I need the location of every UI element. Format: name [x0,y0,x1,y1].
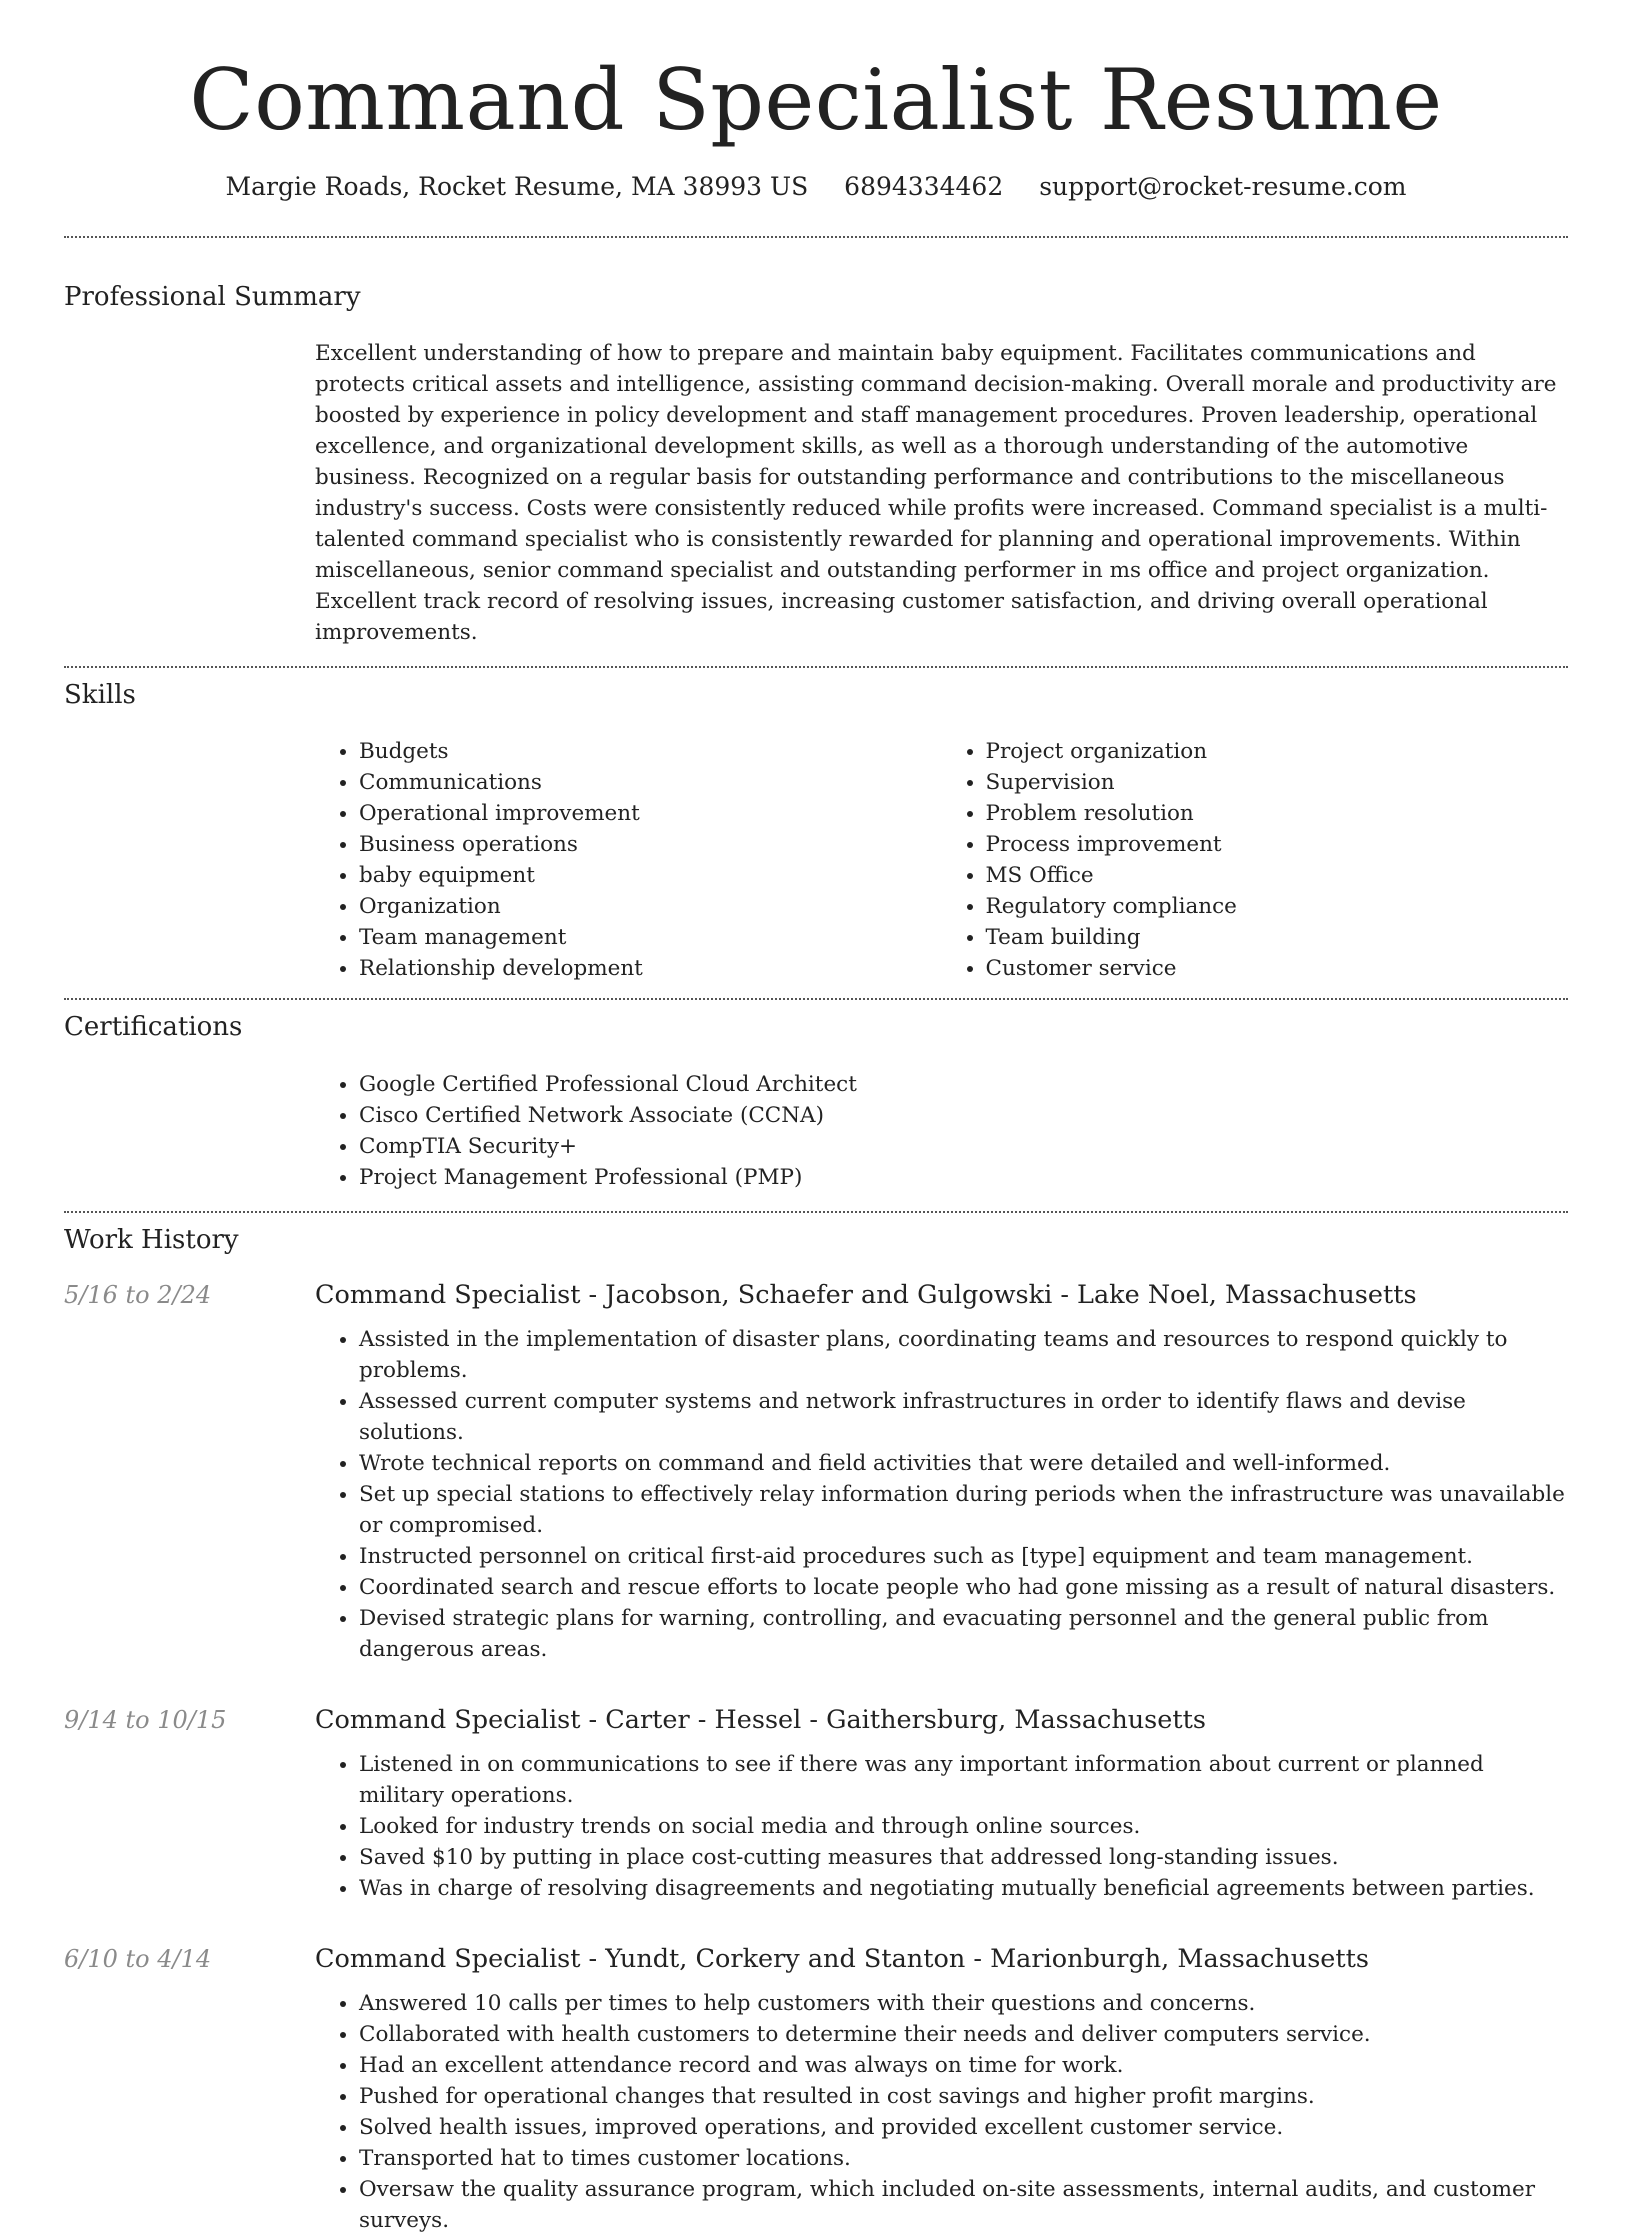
job-bullet: • Transported hat to times customer locations. [359,2143,1568,2174]
contact-phone: 6894334462 [844,172,1004,201]
skill-item: • Project organization [986,736,1569,767]
certifications-heading: Certifications [64,1012,243,1043]
skill-item: • Relationship development [359,953,942,984]
job-dates: 5/16 to 2/24 [64,1280,212,1309]
certification-item: • Cisco Certified Network Associate (CCNA) [359,1100,1568,1131]
contact-email: support@rocket-resume.com [1039,172,1407,201]
job-bullet: • Wrote technical reports on command and field activities that were detailed and well-informed. [359,1448,1568,1479]
skill-item: • Operational improvement [359,798,942,829]
job-bullet: • Devised strategic plans for warning, controlling, and evacuating personnel and the general public from dangerous areas. [359,1603,1568,1665]
work-history-heading: Work History [64,1224,239,1255]
work-history-section [64,1213,1568,2236]
skill-item: • Team management [359,922,942,953]
job-bullet: • Looked for industry trends on social media and through online sources. [359,1811,1568,1842]
job-entry [64,1280,1568,1665]
job-bullet: • Solved health issues, improved operations, and provided excellent customer service. [359,2112,1568,2143]
job-bullet: • Had an excellent attendance record and was always on time for work. [359,2050,1568,2081]
job-bullet: • Listened in on communications to see if there was any important information about current or planned military operations. [359,1749,1568,1811]
skills-section [64,668,1568,984]
job-bullet: • Instructed personnel on critical first-aid procedures such as [type] equipment and team management. [359,1541,1568,1572]
resume-title: Command Specialist Resume [189,51,1443,149]
job-bullet: • Pushed for operational changes that resulted in cost savings and higher profit margins. [359,2081,1568,2112]
job-bullet: • Coordinated search and rescue efforts to locate people who had gone missing as a result of natural disasters. [359,1572,1568,1603]
skill-item: • Communications [359,767,942,798]
summary-heading: Professional Summary [64,282,361,312]
skill-item: • Organization [359,891,942,922]
job-bullets [315,1324,1568,1665]
skill-item: • Regulatory compliance [986,891,1569,922]
job-title: Command Specialist - Jacobson, Schaefer and Gulgowski - Lake Noel, Massachusetts [315,1279,1417,1310]
job-dates: 6/10 to 4/14 [64,1944,212,1973]
summary-text: Excellent understanding of how to prepare and maintain baby equipment. Facilitates communications and protects critical assets and intelligence, assisting command decision-making. Overall morale and productivity are boosted by experience in policy development and staff management procedures. Proven leadership, operational excellence, and organizational development skills, as well as a thorough understanding of the automotive business. Recognized on a regular basis for outstanding performance and contributions to the miscellaneous industry's success. Costs were consistently reduced while profits were increased. Command specialist is a multi-talented command specialist who is consistently rewarded for planning and operational improvements. Within miscellaneous, senior command specialist and outstanding performer in ms office and project organization. Excellent track record of resolving issues, increasing customer satisfaction, and driving overall operational improvements. [315,341,1557,646]
skill-item: • Supervision [986,767,1569,798]
job-bullet: • Collaborated with health customers to determine their needs and deliver computers service. [359,2019,1568,2050]
job-entry [64,1944,1568,2236]
certification-item: • Google Certified Professional Cloud Architect [359,1069,1568,1100]
skills-list-right [942,736,1569,984]
job-bullet: • Set up special stations to effectively relay information during periods when the infrastructure was unavailable or compromised. [359,1479,1568,1541]
skill-item: • Business operations [359,829,942,860]
certifications-section [64,1000,1568,1192]
job-title: Command Specialist - Yundt, Corkery and Stanton - Marionburgh, Massachusetts [315,1943,1369,1974]
skill-item: • Process improvement [986,829,1569,860]
job-dates: 9/14 to 10/15 [64,1705,227,1734]
job-title: Command Specialist - Carter - Hessel - Gaithersburg, Massachusetts [315,1704,1206,1735]
job-bullet: • Assisted in the implementation of disaster plans, coordinating teams and resources to respond quickly to problems. [359,1324,1568,1386]
job-entry [64,1705,1568,1904]
job-bullet: • Assessed current computer systems and network infrastructures in order to identify flaws and devise solutions. [359,1386,1568,1448]
skill-item: • Customer service [986,953,1569,984]
skills-list-left [315,736,942,984]
skill-item: • baby equipment [359,860,942,891]
skill-item: • Team building [986,922,1569,953]
job-bullet: • Oversaw the quality assurance program, which included on-site assessments, internal audits, and customer surveys. [359,2174,1568,2236]
certifications-list [315,1069,1568,1193]
job-bullet: • Was in charge of resolving disagreements and negotiating mutually beneficial agreements between parties. [359,1873,1568,1904]
contact-line [64,172,1568,202]
skills-heading: Skills [64,680,136,711]
contact-address: Margie Roads, Rocket Resume, MA 38993 US [225,172,809,201]
skill-item: • Problem resolution [986,798,1569,829]
skill-item: • MS Office [986,860,1569,891]
resume-page [64,0,1568,2236]
job-bullets [315,1749,1568,1904]
job-bullet: • Saved $10 by putting in place cost-cutting measures that addressed long-standing issues. [359,1842,1568,1873]
skill-item: • Budgets [359,736,942,767]
certification-item: • Project Management Professional (PMP) [359,1162,1568,1193]
job-bullet: • Answered 10 calls per times to help customers with their questions and concerns. [359,1988,1568,2019]
summary-section [64,238,1568,648]
certification-item: • CompTIA Security+ [359,1131,1568,1162]
